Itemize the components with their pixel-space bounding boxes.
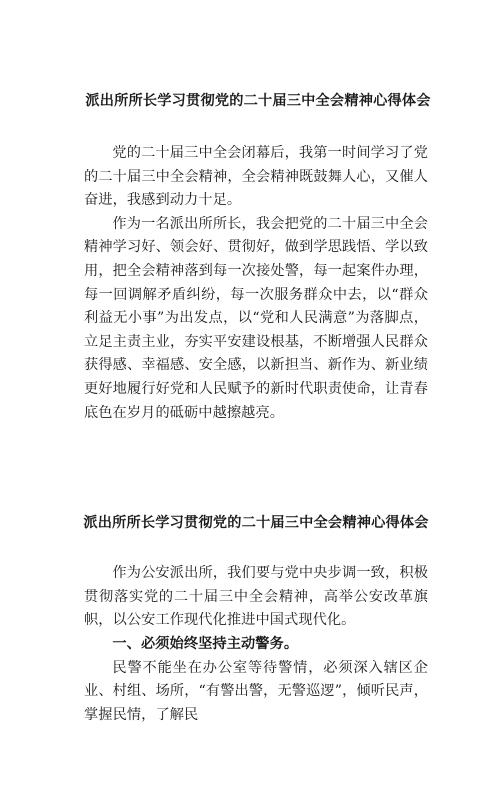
section-1-paragraph-1: 党的二十届三中全会闭幕后，我第一时间学习了党的二十届三中全会精神，全会精神既鼓舞人心，又催人奋进，我感到动力十足。 [84, 145, 428, 209]
section-2-body [84, 562, 428, 727]
section-2-heading-1: 一、必须始终坚持主动警务。 [112, 635, 299, 652]
document-title-1: 派出所所长学习贯彻党的二十届三中全会精神心得体会 [85, 93, 431, 109]
section-2-paragraph-2: 民警不能坐在办公室等待警情，必须深入辖区企业、村组、场所，“有警出警，无警巡逻”，倾听民声，掌握民情，了解民 [84, 659, 428, 723]
section-2-paragraph-1: 作为公安派出所，我们要与党中央步调一致，积极贯彻落实党的二十届三中全会精神，高举公安改革旗帜，以公安工作现代化推进中国式现代化。 [84, 565, 428, 629]
section-1-body [84, 142, 428, 425]
section-1-paragraph-2: 作为一名派出所所长，我会把党的二十届三中全会精神学习好、领会好、贯彻好，做到学思践悟、学以致用，把全会精神落到每一次接处警，每一起案件办理，每一回调解矛盾纠纷，每一次服务群众中去，以“群众利益无小事”为出发点，以“党和人民满意”为落脚点，立足主责主业，夯实平安建设根基，不断增强人民群众获得感、幸福感、安全感，以新担当、新作为、新业绩更好地履行好党和人民赋予的新时代职责使命，让青春底色在岁月的砥砺中越擦越亮。 [84, 215, 428, 421]
document-title-2: 派出所所长学习贯彻党的二十届三中全会精神心得体会 [83, 515, 429, 532]
document-page [0, 89, 500, 796]
